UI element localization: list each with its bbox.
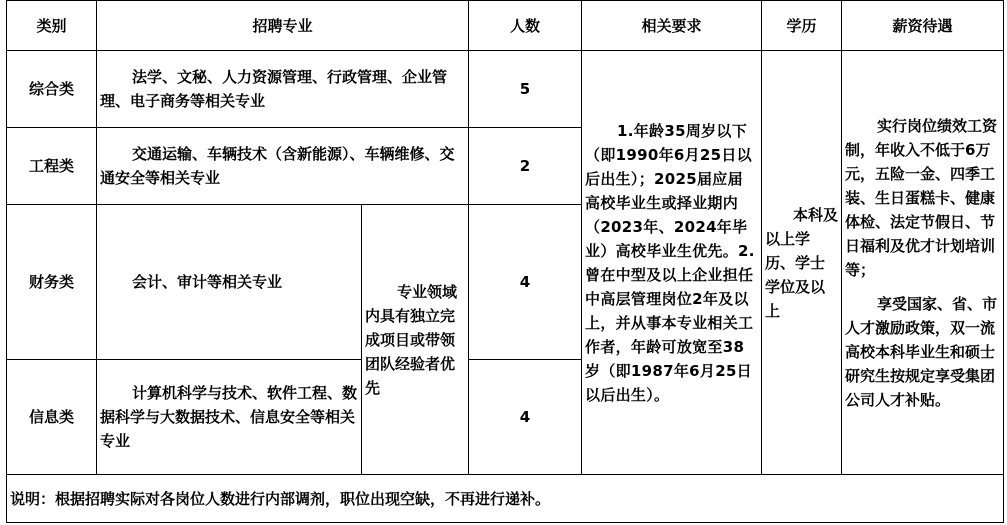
experience-note-cell: 专业领域内具有独立完成项目或带领团队经验者优先 (362, 205, 469, 475)
education-cell: 本科及以上学历、学士学位及以上 (762, 51, 842, 475)
header-count: 人数 (469, 1, 582, 51)
salary-paragraph: 享受国家、省、市人才激励政策，双一流高校本科毕业生和硕士研究生按规定享受集团公司人才补贴。 (845, 294, 998, 409)
header-row (7, 1, 1004, 51)
category-cell: 工程类 (7, 128, 97, 205)
requirements-cell: 1.年龄35周岁以下（即1990年6月25日以后出生）；2025届应届高校毕业生或择业期内（2023年、2024年毕业）高校毕业生优先。2.曾在中型及以上企业担任中高层管理岗位2年及以上，并从事本专业相关工作者，年龄可放宽至38岁（即1987年6月25日以后出生）。 (582, 51, 762, 475)
header-requirements: 相关要求 (582, 1, 762, 51)
header-category: 类别 (7, 1, 97, 51)
footnote-row (7, 475, 1004, 523)
category-cell: 财务类 (7, 205, 97, 360)
count-cell: 4 (469, 360, 582, 475)
category-cell: 综合类 (7, 51, 97, 128)
header-education: 学历 (762, 1, 842, 51)
footnote: 说明：根据招聘实际对各岗位人数进行内部调剂，职位出现空缺，不再进行递补。 (7, 475, 1004, 523)
table-row (7, 51, 1004, 128)
count-cell: 2 (469, 128, 582, 205)
major-cell: 计算机科学与技术、软件工程、数据科学与大数据技术、信息安全等相关专业 (97, 360, 362, 475)
major-cell: 法学、文秘、人力资源管理、行政管理、企业管理、电子商务等相关专业 (97, 51, 469, 128)
header-major: 招聘专业 (97, 1, 469, 51)
major-cell: 会计、审计等相关专业 (97, 205, 362, 360)
recruitment-table (6, 0, 1004, 523)
salary-cell (842, 51, 1004, 475)
major-cell: 交通运输、车辆技术（含新能源）、车辆维修、交通安全等相关专业 (97, 128, 469, 205)
count-cell: 5 (469, 51, 582, 128)
category-cell: 信息类 (7, 360, 97, 475)
salary-paragraph: 实行岗位绩效工资制，年收入不低于6万元，五险一金、四季工装、生日蛋糕卡、健康体检、法定节假日、节日福利及优才计划培训等； (845, 116, 998, 279)
header-salary: 薪资待遇 (842, 1, 1004, 51)
count-cell: 4 (469, 205, 582, 360)
